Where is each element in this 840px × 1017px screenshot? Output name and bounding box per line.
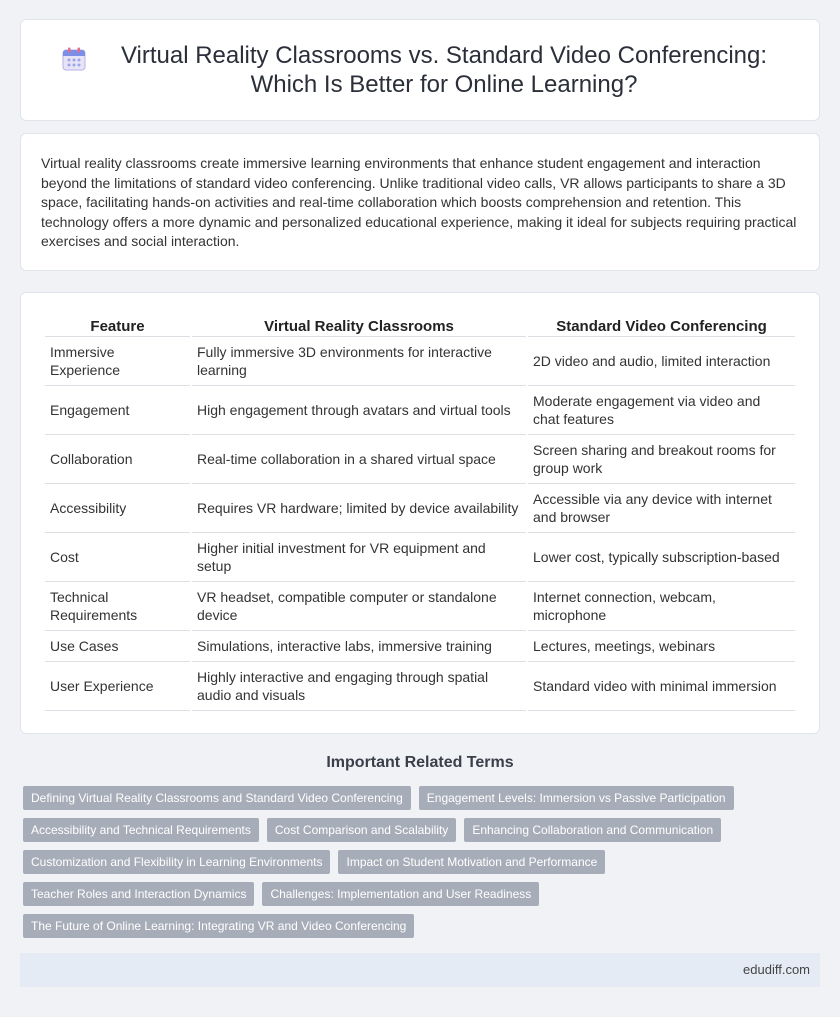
comparison-card	[20, 292, 820, 734]
comparison-table	[43, 313, 797, 711]
related-terms-title: Important Related Terms	[326, 754, 514, 771]
feature-cell: Cost	[45, 533, 190, 582]
video-cell: Moderate engagement via video and chat features	[528, 386, 795, 435]
vr-cell: High engagement through avatars and virtual tools	[192, 386, 526, 435]
table-row	[45, 484, 795, 533]
feature-cell: Technical Requirements	[45, 582, 190, 631]
feature-cell: Accessibility	[45, 484, 190, 533]
title-card	[20, 19, 820, 121]
tag-row	[23, 882, 823, 906]
intro-card	[20, 133, 820, 271]
vr-cell: Real-time collaboration in a shared virtual space	[192, 435, 526, 484]
table-header-row	[45, 313, 795, 337]
tag-row	[23, 914, 823, 938]
vr-cell: VR headset, compatible computer or standalone device	[192, 582, 526, 631]
header-feature: Feature	[45, 313, 190, 337]
feature-cell: Use Cases	[45, 631, 190, 662]
related-terms-tags	[23, 786, 823, 946]
table-row	[45, 435, 795, 484]
intro-paragraph: Virtual reality classrooms create immersive learning environments that enhance student engagement and interaction beyond the limitations of standard video conferencing. Unlike traditional video calls, VR allows participants to share a 3D space, facilitating hands-on activities and real-time collaboration which boosts comprehension and retention. This technology offers a more dynamic and personalized educational experience, making it ideal for subjects requiring practical exercises and social interaction.	[41, 155, 797, 249]
vr-cell: Higher initial investment for VR equipment and setup	[192, 533, 526, 582]
video-cell: 2D video and audio, limited interaction	[528, 337, 795, 386]
related-term-tag[interactable]: The Future of Online Learning: Integrating VR and Video Conferencing	[23, 914, 414, 938]
vr-cell: Fully immersive 3D environments for interactive learning	[192, 337, 526, 386]
footer	[20, 953, 820, 987]
table-row	[45, 662, 795, 711]
feature-cell: Collaboration	[45, 435, 190, 484]
table-row	[45, 533, 795, 582]
video-cell: Lower cost, typically subscription-based	[528, 533, 795, 582]
video-cell: Internet connection, webcam, microphone	[528, 582, 795, 631]
video-cell: Accessible via any device with internet and browser	[528, 484, 795, 533]
calendar-icon	[61, 46, 87, 72]
page-title: Virtual Reality Classrooms vs. Standard Video Conferencing: Which Is Better for Online Learning?	[120, 42, 768, 98]
related-term-tag[interactable]: Cost Comparison and Scalability	[267, 818, 456, 842]
footer-brand[interactable]: edudiff.com	[743, 962, 810, 977]
feature-cell: Engagement	[45, 386, 190, 435]
table-row	[45, 386, 795, 435]
table-row	[45, 631, 795, 662]
header-video: Standard Video Conferencing	[528, 313, 795, 337]
related-term-tag[interactable]: Teacher Roles and Interaction Dynamics	[23, 882, 254, 906]
related-term-tag[interactable]: Enhancing Collaboration and Communication	[464, 818, 721, 842]
header-vr: Virtual Reality Classrooms	[192, 313, 526, 337]
related-term-tag[interactable]: Defining Virtual Reality Classrooms and Standard Video Conferencing	[23, 786, 411, 810]
vr-cell: Requires VR hardware; limited by device availability	[192, 484, 526, 533]
title-wrap	[21, 41, 819, 99]
related-term-tag[interactable]: Challenges: Implementation and User Readiness	[262, 882, 539, 906]
tag-row	[23, 786, 823, 810]
vr-cell: Simulations, interactive labs, immersive training	[192, 631, 526, 662]
video-cell: Lectures, meetings, webinars	[528, 631, 795, 662]
vr-cell: Highly interactive and engaging through spatial audio and visuals	[192, 662, 526, 711]
feature-cell: User Experience	[45, 662, 190, 711]
tag-row	[23, 818, 823, 842]
feature-cell: Immersive Experience	[45, 337, 190, 386]
related-term-tag[interactable]: Accessibility and Technical Requirements	[23, 818, 259, 842]
table-row	[45, 582, 795, 631]
video-cell: Screen sharing and breakout rooms for group work	[528, 435, 795, 484]
tag-row	[23, 850, 823, 874]
related-term-tag[interactable]: Engagement Levels: Immersion vs Passive Participation	[419, 786, 734, 810]
related-term-tag[interactable]: Impact on Student Motivation and Performance	[338, 850, 605, 874]
table-row	[45, 337, 795, 386]
related-term-tag[interactable]: Customization and Flexibility in Learning Environments	[23, 850, 330, 874]
video-cell: Standard video with minimal immersion	[528, 662, 795, 711]
